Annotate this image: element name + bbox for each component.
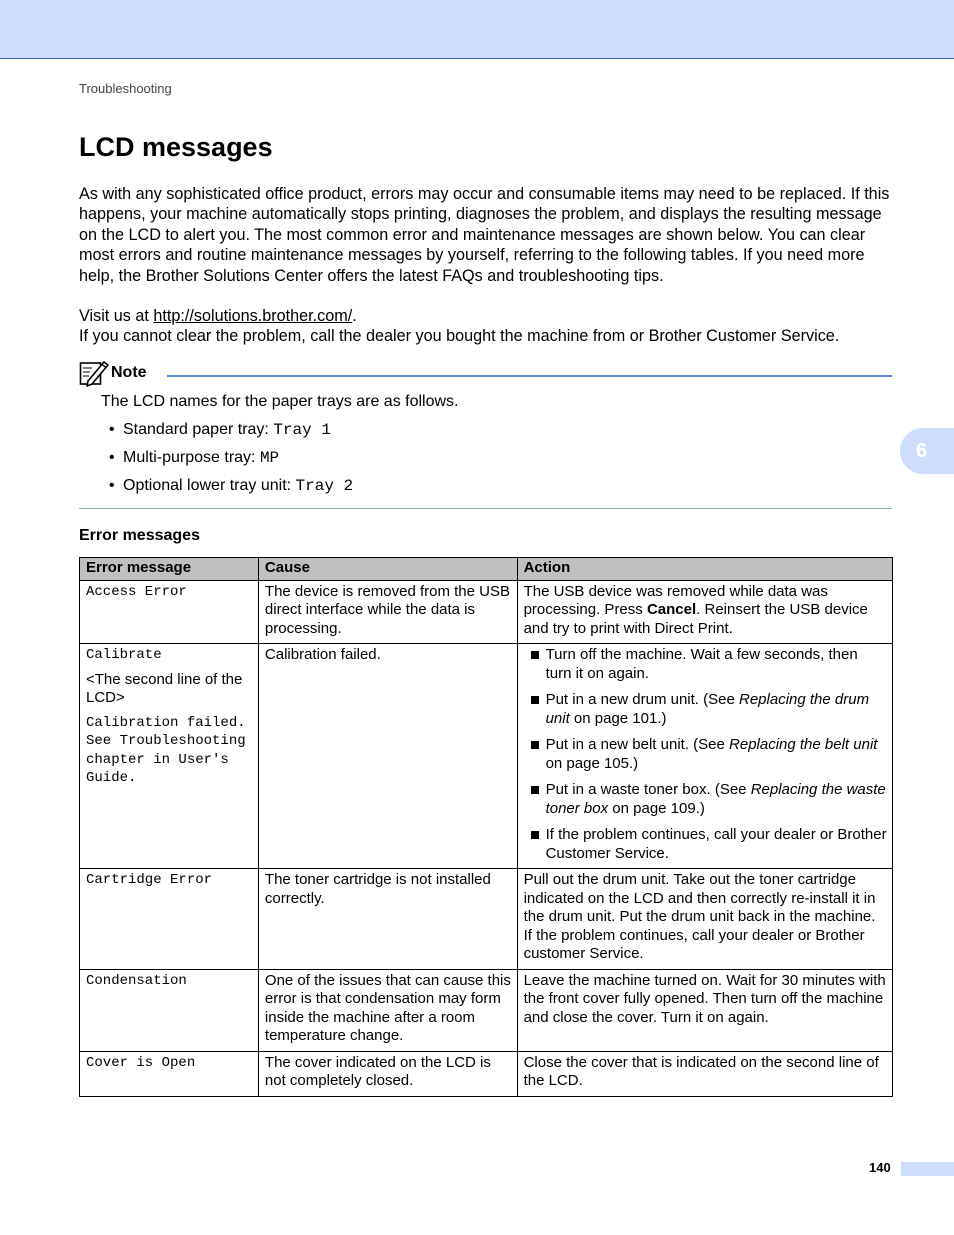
error-cause: The device is removed from the USB direct interface while the data is processing. [258, 580, 517, 644]
list-item: • Standard paper tray: Tray 1 [109, 421, 331, 439]
error-cause: The toner cartridge is not installed correctly. [258, 869, 517, 970]
error-cause: The cover indicated on the LCD is not completely closed. [258, 1051, 517, 1096]
square-bullet-icon [531, 831, 539, 839]
list-item: If the problem continues, call your dealer or Brother Customer Service. [524, 826, 887, 863]
list-item: • Optional lower tray unit: Tray 2 [109, 477, 354, 495]
square-bullet-icon [531, 696, 539, 704]
breadcrumb: Troubleshooting [79, 81, 172, 96]
error-code: Access Error [80, 580, 259, 644]
second-line-message: Calibration failed. See Troubleshooting chapter in User's Guide. [86, 714, 246, 786]
error-code: Condensation [80, 969, 259, 1051]
note-text: The LCD names for the paper trays are as follows. [101, 393, 459, 410]
list-item: Put in a waste toner box. (See Replacing the waste toner box on page 109.) [524, 781, 887, 818]
table-row [80, 1051, 893, 1096]
error-messages-table [79, 557, 893, 1097]
table-header-row [80, 558, 893, 581]
visit-suffix: . [352, 307, 357, 326]
column-header-cause: Cause [258, 558, 517, 581]
page-title: LCD messages [79, 132, 273, 162]
square-bullet-icon [531, 651, 539, 659]
error-code [80, 644, 259, 869]
list-item: Put in a new belt unit. (See Replacing the belt unit on page 105.) [524, 736, 887, 773]
solutions-link[interactable]: http://solutions.brother.com/ [153, 307, 353, 326]
table-row [80, 644, 893, 869]
action-steps [524, 646, 887, 863]
note-divider [167, 375, 892, 377]
page-number: 140 [869, 1160, 891, 1175]
table-row [80, 869, 893, 970]
error-code-text: Calibrate [86, 647, 162, 663]
list-item: Turn off the machine. Wait a few seconds, then turn it on again. [524, 646, 887, 683]
note-bottom-rule [79, 508, 892, 509]
contact-paragraph: If you cannot clear the problem, call the dealer you bought the machine from or Brother Customer Service. [79, 327, 840, 346]
header-band [0, 0, 954, 59]
column-header-error-message: Error message [80, 558, 259, 581]
note-box [79, 358, 892, 509]
intro-text [79, 184, 894, 347]
error-action: Leave the machine turned on. Wait for 30 minutes with the front cover fully opened. Then turn off the machine and close the cover. Turn it on again. [517, 969, 892, 1051]
error-action: Close the cover that is indicated on the second line of the LCD. [517, 1051, 892, 1096]
square-bullet-icon [531, 741, 539, 749]
section-heading: Error messages [79, 527, 200, 544]
tray-list [101, 420, 892, 504]
visit-prefix: Visit us at [79, 307, 154, 326]
note-header [79, 358, 892, 388]
error-cause: One of the issues that can cause this error is that condensation may form inside the machine after a room temperature change. [258, 969, 517, 1051]
square-bullet-icon [531, 786, 539, 794]
list-item: • Multi-purpose tray: MP [109, 449, 280, 467]
error-code: Cover is Open [80, 1051, 259, 1096]
page-number-bar [901, 1162, 954, 1176]
error-code: Cartridge Error [80, 869, 259, 970]
error-cause: Calibration failed. [258, 644, 517, 869]
error-action: The USB device was removed while data was processing. Press Cancel. Reinsert the USB device and try to print with Direct Print. [517, 580, 892, 644]
note-label: Note [111, 364, 147, 381]
cancel-key-label: Cancel [646, 601, 697, 618]
list-item: Put in a new drum unit. (See Replacing the drum unit on page 101.) [524, 691, 887, 728]
visit-line [79, 306, 894, 326]
error-action: Pull out the drum unit. Take out the toner cartridge indicated on the LCD and then correctly re-install it in the drum unit. Put the drum unit back in the machine. If the problem continues, call your dealer or Brother customer Service. [517, 869, 892, 970]
second-line-label: <The second line of the LCD> [86, 670, 243, 706]
intro-paragraph: As with any sophisticated office product, errors may occur and consumable items may need to be replaced. If this happens, your machine automatically stops printing, diagnoses the problem, and displays the resulting message on the LCD to alert you. The most common error and maintenance messages are shown below. You can clear most errors and routine maintenance messages by yourself, referring to the following tables. If you need more help, the Brother Solutions Center offers the latest FAQs and troubleshooting tips. [79, 185, 890, 285]
note-pencil-icon [79, 359, 109, 387]
table-row [80, 580, 893, 644]
column-header-action: Action [517, 558, 892, 581]
table-row [80, 969, 893, 1051]
error-action [517, 644, 892, 869]
chapter-tab: 6 [900, 428, 954, 474]
